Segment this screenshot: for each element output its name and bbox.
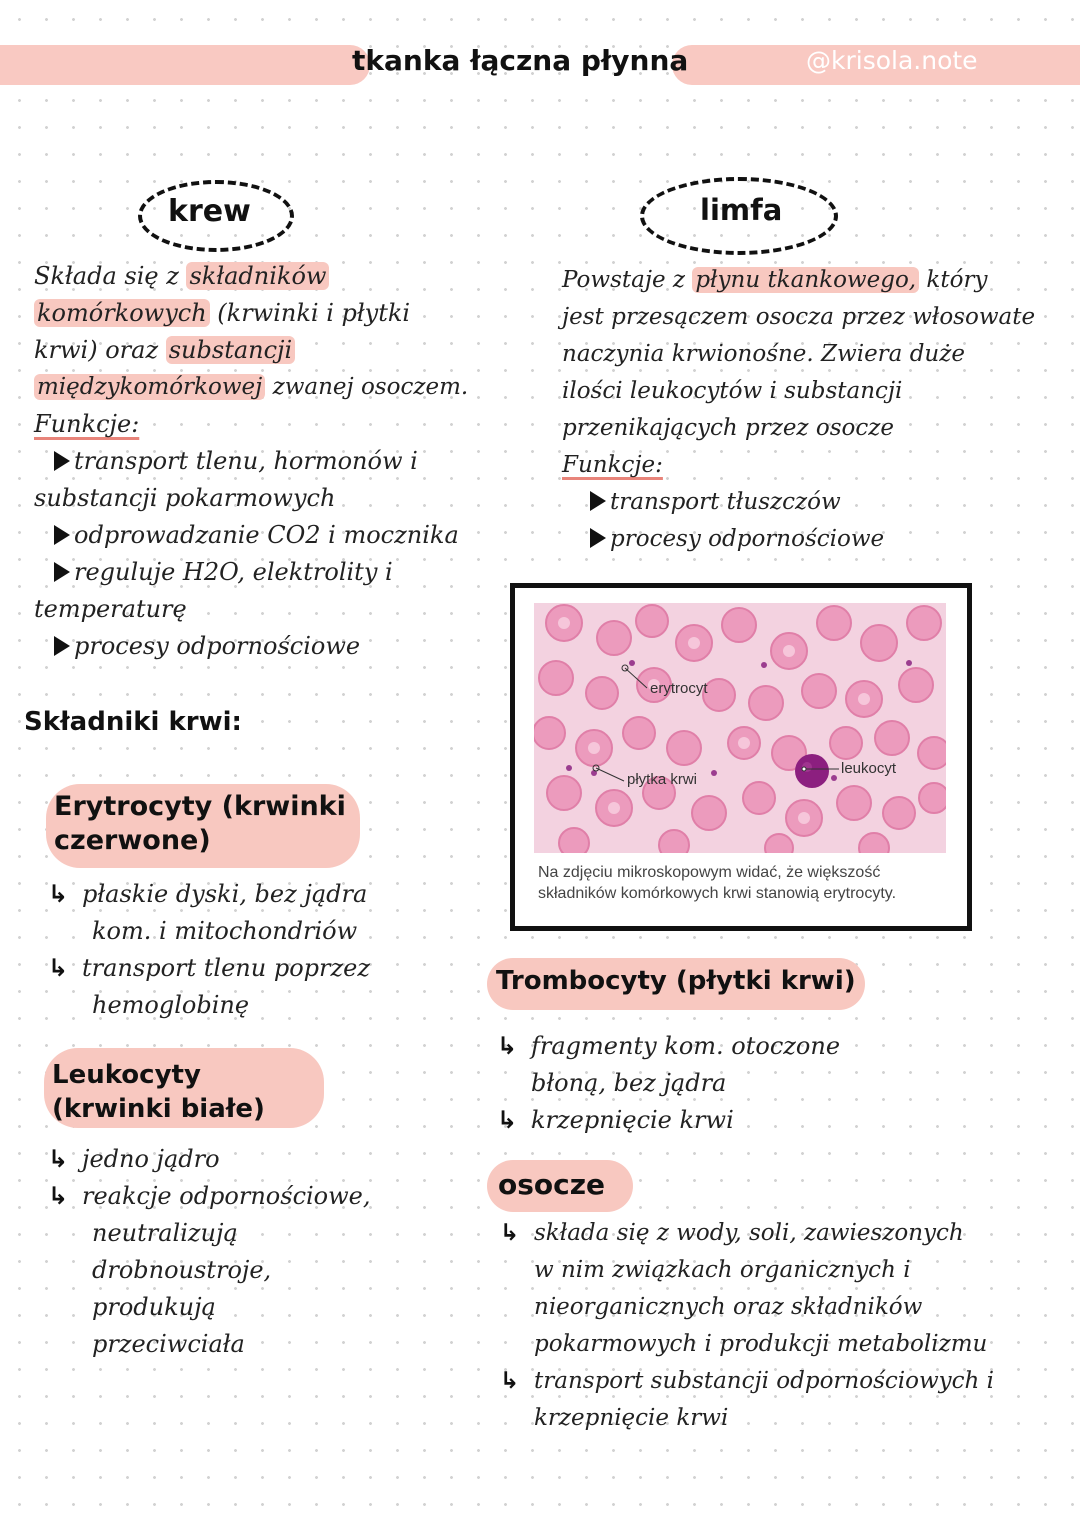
erytrocyty-point: płaskie dyski, bez jądra <box>82 880 368 908</box>
erytrocyty-points <box>48 876 468 1024</box>
limfa-function: procesy odpornościowe <box>610 526 885 552</box>
arrow-icon: ↳ <box>500 1220 520 1246</box>
photo-caption: Na zdjęciu mikroskopowym widać, że większość składników komórkowych krwi stanowią erytrocyty. <box>538 864 897 902</box>
krew-desc-text: zwanej osoczem. <box>265 374 469 400</box>
osocze-point: w nim związkach organicznych i <box>534 1257 911 1283</box>
osocze-point: krzepnięcie krwi <box>534 1405 729 1431</box>
leukocyty-point: drobnoustroje, <box>92 1256 272 1284</box>
krew-function: reguluje H2O, elektrolity i <box>74 558 393 586</box>
limfa-function: transport tłuszczów <box>610 489 841 515</box>
trombocyty-points <box>497 1028 917 1139</box>
osocze-point: pokarmowych i produkcji metabolizmu <box>534 1331 988 1357</box>
limfa-heading: limfa <box>700 193 783 227</box>
limfa-desc-text: Powstaje z <box>562 267 693 293</box>
trombocyty-point: krzepnięcie krwi <box>531 1106 734 1134</box>
krew-desc-highlight: międzykomórkowej <box>34 374 265 400</box>
bullet-icon <box>54 562 70 582</box>
leukocyty-point: jedno jądro <box>82 1145 220 1173</box>
photo-label-plytka: płytka krwi <box>627 771 698 788</box>
krew-desc-highlight: składników <box>186 262 329 290</box>
arrow-icon: ↳ <box>500 1368 520 1394</box>
header-banner-left <box>0 45 370 85</box>
photo-label-erytrocyt: erytrocyt <box>650 680 708 697</box>
leukocyty-point: przeciwciała <box>92 1330 245 1358</box>
krew-heading: krew <box>168 194 251 229</box>
trombocyty-heading: Trombocyty (płytki krwi) <box>496 966 856 996</box>
page-title: tkanka łączna płynna <box>352 44 689 77</box>
author-handle: @krisola.note <box>806 46 978 75</box>
krew-desc-text: krwi) oraz <box>34 336 166 364</box>
limfa-desc-text: ilości leukocytów i substancji <box>562 378 903 404</box>
krew-function: temperaturę <box>34 595 187 623</box>
microscope-photo-frame <box>510 583 972 931</box>
erytrocyty-heading <box>54 790 346 858</box>
bullet-icon <box>54 636 70 656</box>
krew-desc-highlight: komórkowych <box>34 299 210 327</box>
limfa-desc-text: naczynia krwionośne. Zwiera duże <box>562 341 965 367</box>
limfa-desc-text: przenikających przez osocze <box>562 415 894 441</box>
erytrocyty-point: kom. i mitochondriów <box>92 917 358 945</box>
krew-function: procesy odpornościowe <box>74 632 361 660</box>
bullet-icon <box>54 525 70 545</box>
limfa-description <box>562 262 1072 558</box>
leukocyty-heading-line: (krwinki białe) <box>52 1094 265 1124</box>
limfa-desc-text: który <box>919 267 988 293</box>
arrow-icon: ↳ <box>497 1032 518 1060</box>
krew-desc-highlight: substancji <box>166 336 295 364</box>
bullet-icon <box>54 451 70 471</box>
photo-label-leukocyt: leukocyt <box>841 760 897 777</box>
osocze-point: nieorganicznych oraz składników <box>534 1294 923 1320</box>
trombocyty-point: błoną, bez jądra <box>531 1069 727 1097</box>
krew-functions-label: Funkcje: <box>34 410 140 438</box>
leukocyty-heading-line: Leukocyty <box>52 1060 201 1090</box>
limfa-desc-highlight: płynu tkankowego, <box>692 267 919 293</box>
arrow-icon: ↳ <box>497 1106 518 1134</box>
erytrocyty-point: hemoglobinę <box>92 991 250 1019</box>
section-heading-skladniki: Składniki krwi: <box>24 707 242 737</box>
leukocyty-points <box>48 1141 448 1363</box>
limfa-desc-text: jest przesączem osocza przez włosowate <box>562 304 1036 330</box>
osocze-heading: osocze <box>498 1168 606 1201</box>
krew-function: substancji pokarmowych <box>34 484 336 512</box>
trombocyty-point: fragmenty kom. otoczone <box>531 1032 841 1060</box>
krew-desc-text: (krwinki i płytki <box>209 299 411 327</box>
leukocyty-point: produkują <box>92 1293 216 1321</box>
krew-function: odprowadzanie CO2 i mocznika <box>74 521 459 549</box>
krew-desc-text: Składa się z <box>34 262 187 290</box>
leukocyty-heading <box>52 1058 265 1126</box>
krew-function: transport tlenu, hormonów i <box>74 447 418 475</box>
krew-description <box>34 258 514 665</box>
arrow-icon: ↳ <box>48 954 69 982</box>
leukocyty-point: neutralizują <box>92 1219 238 1247</box>
arrow-icon: ↳ <box>48 1145 69 1173</box>
osocze-point: składa się z wody, soli, zawieszonych <box>534 1220 964 1246</box>
erytrocyty-heading-line: czerwone) <box>54 825 211 856</box>
arrow-icon: ↳ <box>48 880 69 908</box>
bullet-icon <box>590 528 606 548</box>
osocze-point: transport substancji odpornościowych i <box>534 1368 994 1394</box>
blood-smear-image <box>534 603 946 853</box>
osocze-points <box>500 1215 1075 1437</box>
erytrocyty-point: transport tlenu poprzez <box>82 954 370 982</box>
leukocyty-point: reakcje odpornościowe, <box>82 1182 371 1210</box>
erytrocyty-heading-line: Erytrocyty (krwinki <box>54 791 346 822</box>
arrow-icon: ↳ <box>48 1182 69 1210</box>
bullet-icon <box>590 491 606 511</box>
limfa-functions-label: Funkcje: <box>562 452 663 478</box>
